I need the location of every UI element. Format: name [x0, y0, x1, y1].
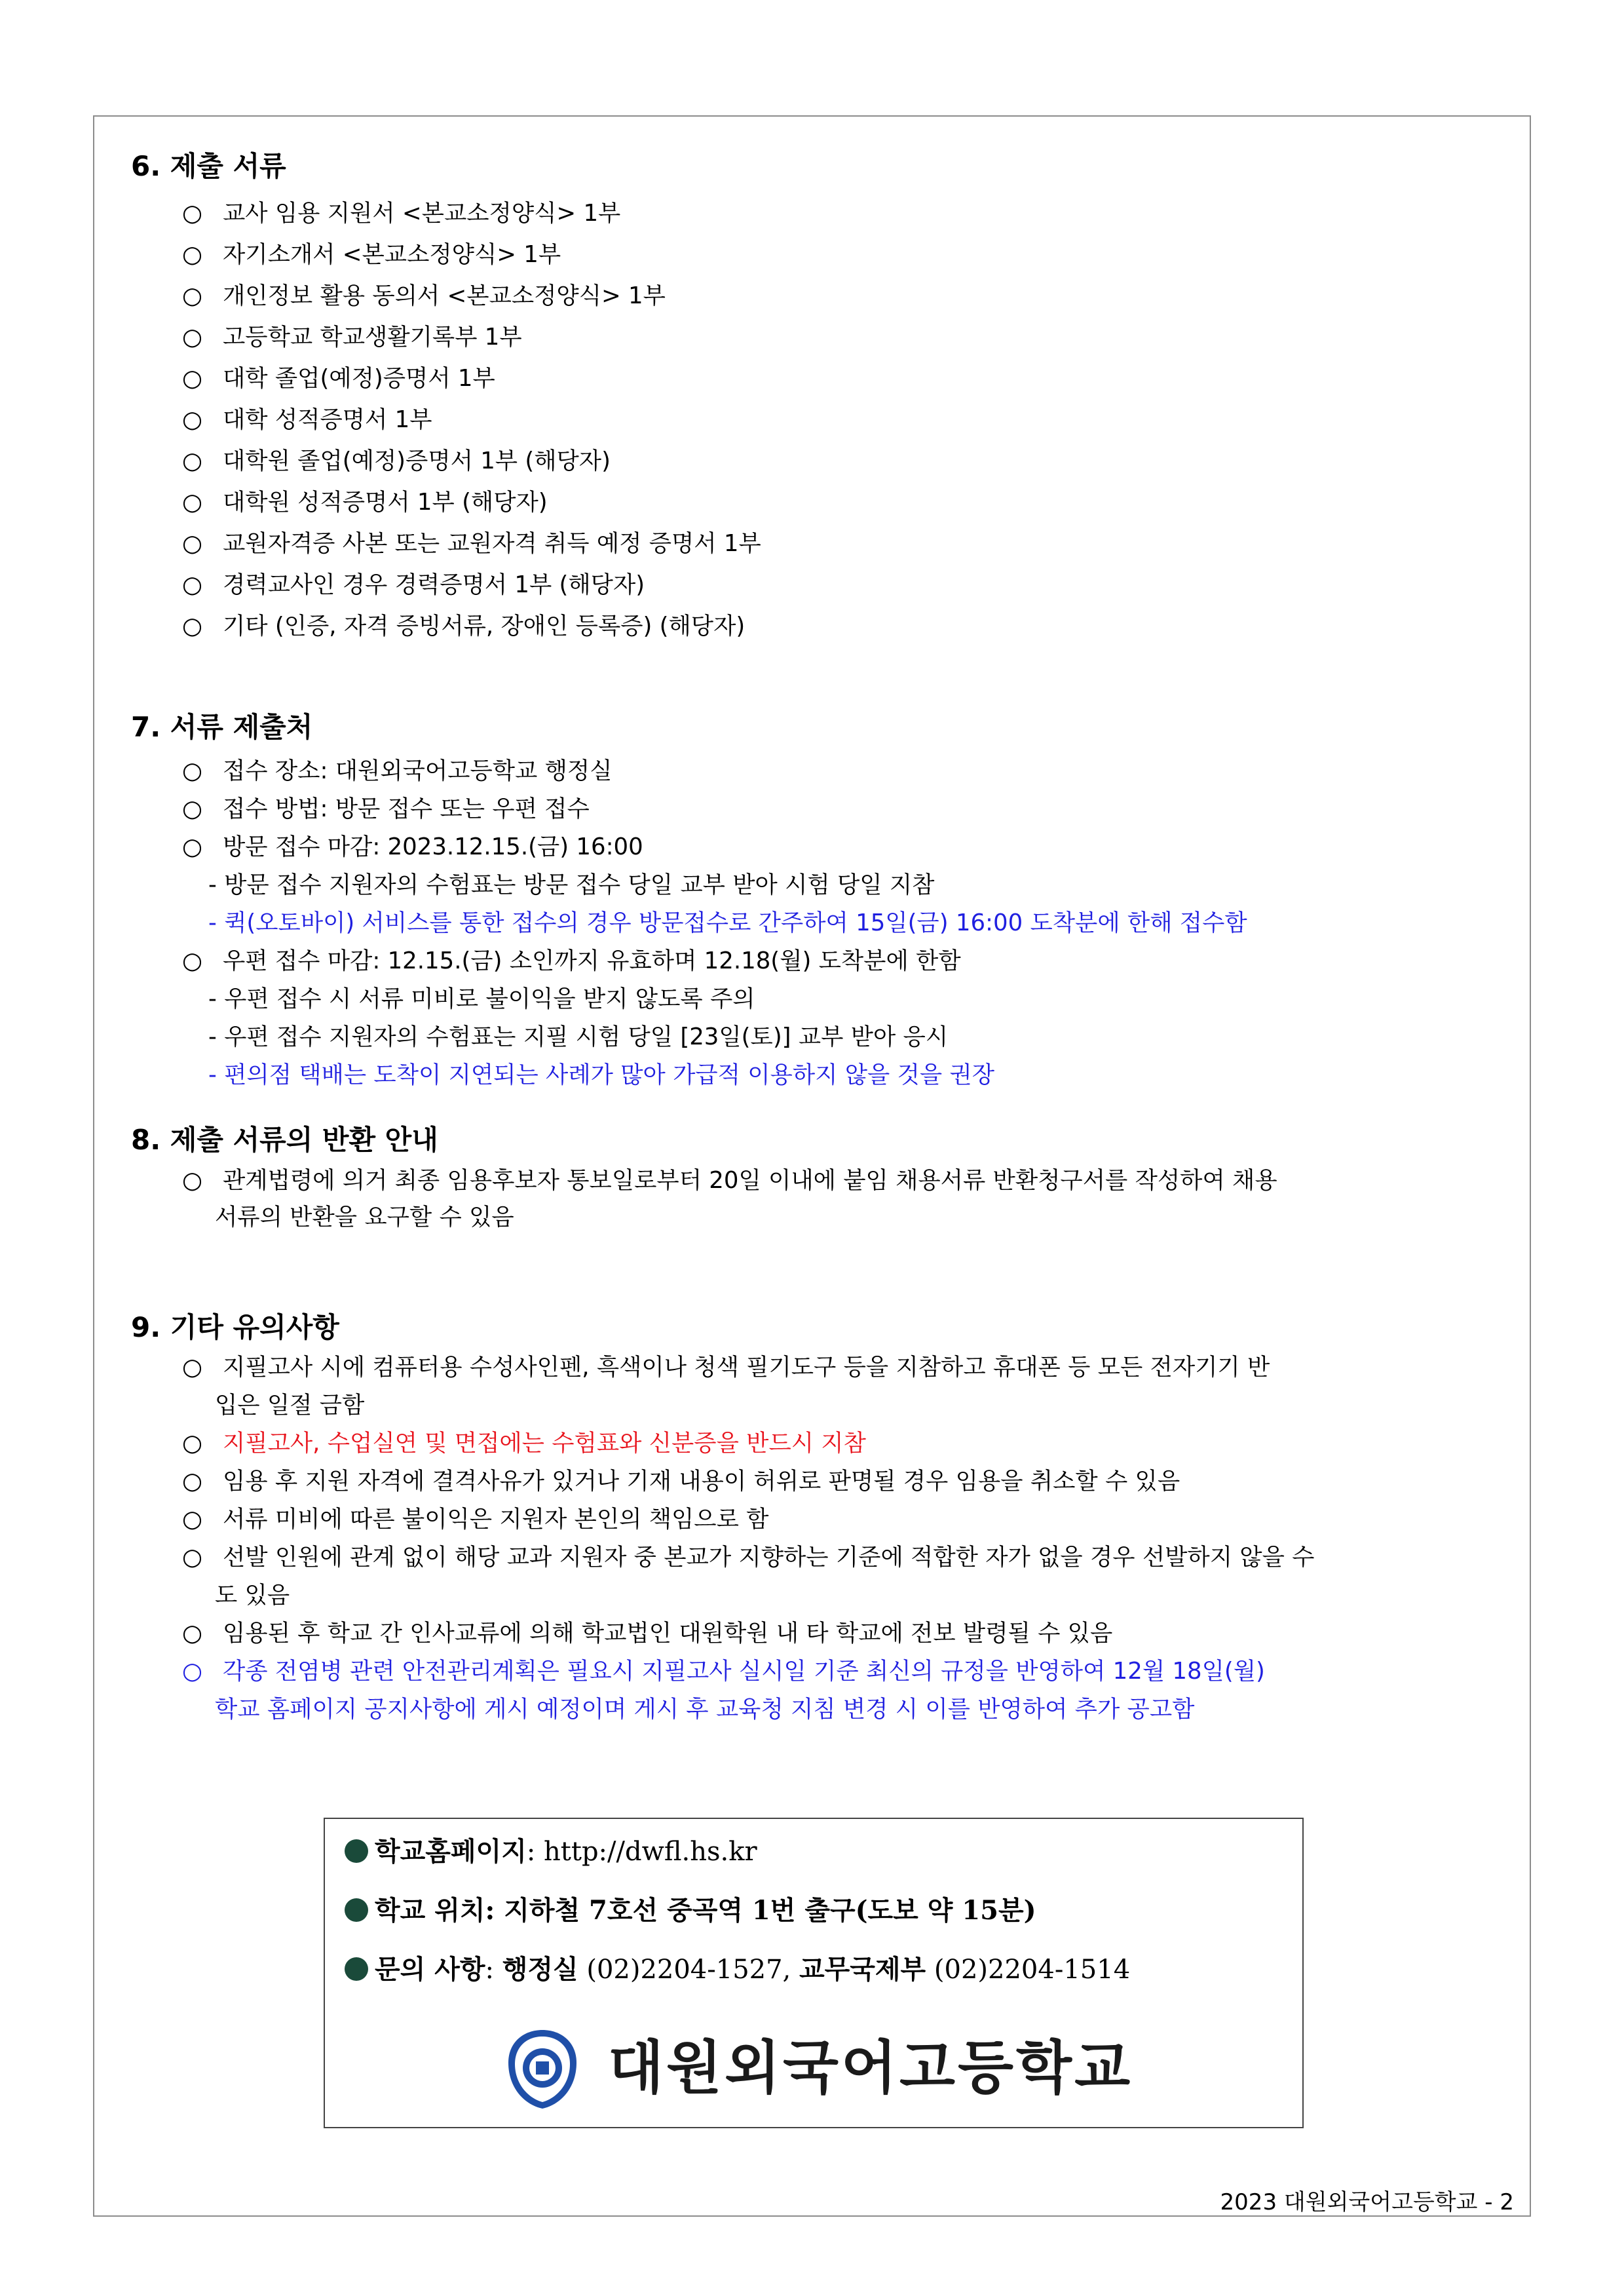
list-item: ○ 지필고사 시에 컴퓨터용 수성사인펜, 흑색이나 청색 필기도구 등을 지참하고 휴대폰 등 모든 전자기기 반	[182, 1354, 1270, 1381]
list-item: ○ 접수 장소: 대원외국어고등학교 행정실	[182, 757, 613, 784]
page-footer: 2023 대원외국어고등학교 - 2	[1220, 2189, 1514, 2215]
school-logo	[503, 2027, 1224, 2111]
list-item-highlight: ○ 각종 전염병 관련 안전관리계획은 필요시 지필고사 실시일 기준 최신의 규정을 반영하여 12월 18일(월)	[182, 1658, 1265, 1685]
list-item: ○ 고등학교 학교생활기록부 1부	[182, 324, 522, 351]
list-item: ○ 대학 성적증명서 1부	[182, 406, 432, 433]
admin-office-phone: (02)2204-1527,	[578, 1955, 799, 1985]
list-item: ○ 선발 인원에 관계 없이 해당 교과 지원자 중 본교가 지향하는 기준에 적합한 자가 없을 경우 선발하지 않을 수	[182, 1544, 1315, 1571]
section-9-list	[131, 1349, 1494, 1729]
list-item: ○ 개인정보 활용 동의서 <본교소정양식> 1부	[182, 282, 666, 309]
admin-office-label: 행정실	[502, 1955, 578, 1985]
section-6-title: 6. 제출 서류	[131, 150, 286, 182]
sub-note: - 우편 접수 지원자의 수험표는 지필 시험 당일 [23일(토)] 교부 받아 응시	[208, 1024, 949, 1050]
contact-label: 문의 사항	[375, 1955, 485, 1985]
list-item: ○ 관계법령에 의거 최종 임용후보자 통보일로부터 20일 이내에 붙임 채용서류 반환청구서를 작성하여 채용	[182, 1167, 1277, 1194]
location-label: 학교 위치	[375, 1896, 485, 1926]
list-item: ○ 임용된 후 학교 간 인사교류에 의해 학교법인 대원학원 내 타 학교에 전보 발령될 수 있음	[182, 1620, 1113, 1647]
list-item-continued: 도 있음	[215, 1582, 290, 1609]
intl-office-phone: (02)2204-1514	[926, 1955, 1131, 1985]
intl-office-label: 교무국제부	[799, 1955, 926, 1985]
list-item: ○ 접수 방법: 방문 접수 또는 우편 접수	[182, 795, 590, 822]
list-item: ○ 서류 미비에 따른 불이익은 지원자 본인의 책임으로 함	[182, 1506, 769, 1533]
list-item: ○ 교사 임용 지원서 <본교소정양식> 1부	[182, 200, 621, 227]
sub-note: - 방문 접수 지원자의 수험표는 방문 접수 당일 교부 받아 시험 당일 지참	[208, 871, 935, 898]
list-item-continued: 학교 홈페이지 공지사항에 게시 예정이며 게시 후 교육청 지침 변경 시 이를 반영하여 추가 공고함	[215, 1696, 1195, 1723]
list-item-warning: ○ 지필고사, 수업실연 및 면접에는 수험표와 신분증을 반드시 지참	[182, 1430, 866, 1457]
location-value: : 지하철 7호선 중곡역 1번 출구(도보 약 15분)	[485, 1895, 1036, 1926]
list-item: ○ 대학원 졸업(예정)증명서 1부 (해당자)	[182, 448, 611, 474]
list-item: ○ 대학원 성적증명서 1부 (해당자)	[182, 489, 548, 516]
section-8-list	[131, 1162, 1494, 1236]
section-6-list	[131, 193, 1494, 647]
section-8-title: 8. 제출 서류의 반환 안내	[131, 1124, 438, 1156]
school-emblem-icon	[503, 2027, 582, 2111]
homepage-link[interactable]: : http://dwfl.hs.kr	[526, 1837, 757, 1867]
contact-info-box	[324, 1818, 1304, 2128]
list-item-continued: 서류의 반환을 요구할 수 있음	[215, 1204, 514, 1231]
list-item: ○ 자기소개서 <본교소정양식> 1부	[182, 241, 561, 268]
school-logo-text: 대원외국어고등학교	[608, 2033, 1133, 2101]
section-7-title: 7. 서류 제출처	[131, 711, 313, 743]
bullet-dot-icon	[345, 1839, 368, 1863]
contact-line: 문의 사항: 행정실 (02)2204-1527, 교무국제부 (02)2204-1514	[345, 1951, 1130, 1988]
list-item: ○ 대학 졸업(예정)증명서 1부	[182, 365, 495, 392]
section-7-list	[131, 752, 1494, 1094]
section-9-title: 9. 기타 유의사항	[131, 1311, 339, 1343]
bullet-dot-icon	[345, 1898, 368, 1922]
list-item: ○ 경력교사인 경우 경력증명서 1부 (해당자)	[182, 571, 645, 598]
sub-note: - 우편 접수 시 서류 미비로 불이익을 받지 않도록 주의	[208, 985, 755, 1012]
location-line	[345, 1892, 1036, 1929]
sub-note-highlight: - 편의점 택배는 도착이 지연되는 사례가 많아 가급적 이용하지 않을 것을 권장	[208, 1062, 995, 1088]
list-item: ○ 교원자격증 사본 또는 교원자격 취득 예정 증명서 1부	[182, 530, 761, 557]
homepage-label: 학교홈페이지	[375, 1837, 527, 1867]
homepage-line	[345, 1833, 757, 1870]
bullet-dot-icon	[345, 1957, 368, 1981]
list-item-continued: 입은 일절 금함	[215, 1392, 365, 1419]
sub-note-highlight: - 퀵(오토바이) 서비스를 통한 접수의 경우 방문접수로 간주하여 15일(금) 16:00 도착분에 한해 접수함	[208, 909, 1247, 936]
list-item: ○ 임용 후 지원 자격에 결격사유가 있거나 기재 내용이 허위로 판명될 경우 임용을 취소할 수 있음	[182, 1468, 1180, 1495]
list-item: ○ 우편 접수 마감: 12.15.(금) 소인까지 유효하며 12.18(월) 도착분에 한함	[182, 947, 961, 974]
list-item: ○ 방문 접수 마감: 2023.12.15.(금) 16:00	[182, 833, 643, 860]
list-item: ○ 기타 (인증, 자격 증빙서류, 장애인 등록증) (해당자)	[182, 613, 746, 640]
